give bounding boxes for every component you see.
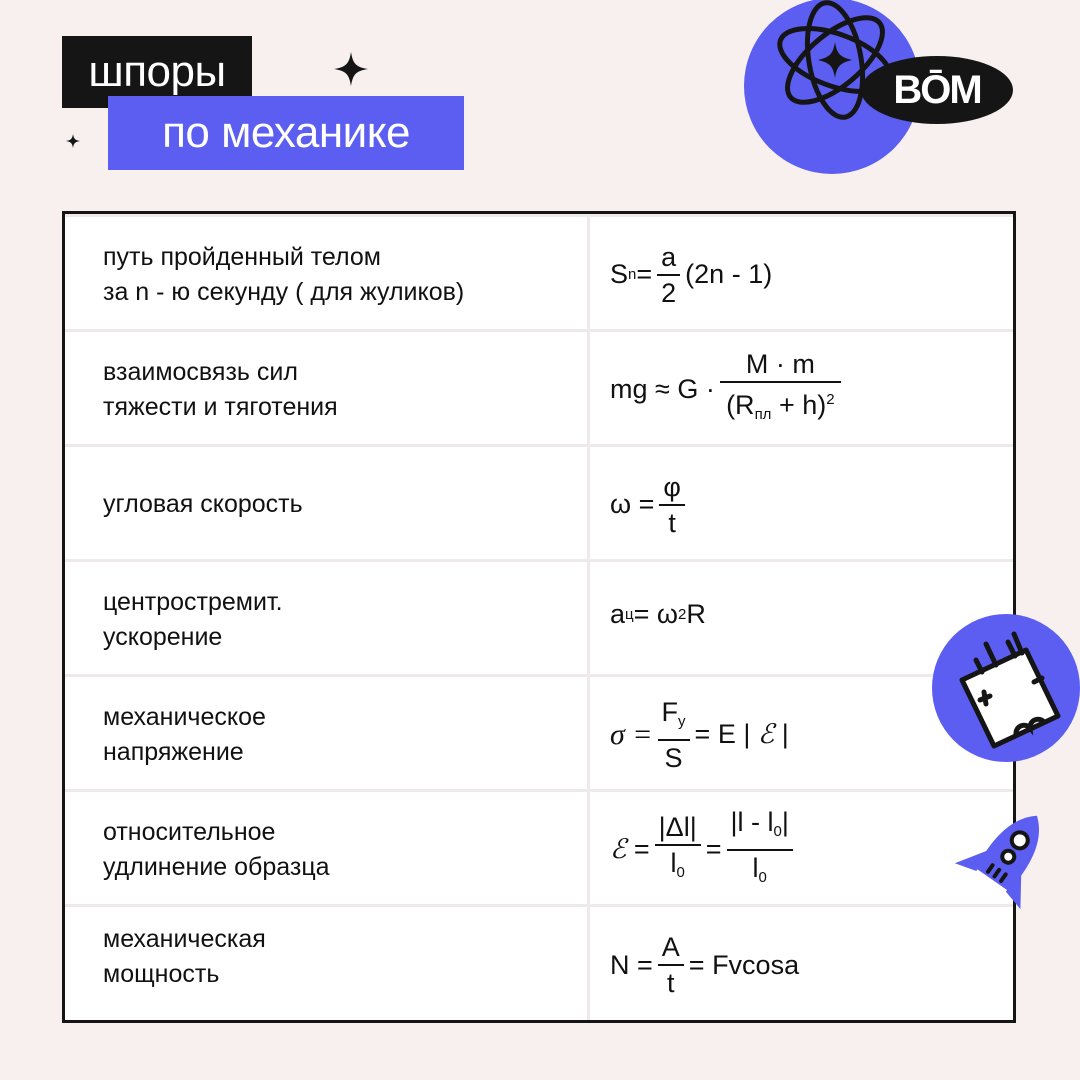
formula-power: N = $\frac{A}{t}$ = Fvcosa: [610, 932, 800, 998]
sparkle-small-icon: [66, 134, 80, 148]
formula-angular-velocity: ω = $\frac{\varphi}{t}$: [610, 447, 1010, 562]
formula-stress: σ = $\frac{F_у}{S}$ = E | ℰ |: [610, 696, 789, 773]
table-row: [65, 559, 1013, 677]
formula-gravity: mg ≈ G · $\frac{M \cdot m}{(R_{пл} + h)^2}$: [610, 332, 1010, 447]
row-label: относительное удлинение образца: [103, 817, 330, 881]
row-label: путь пройденный телом за n - ю секунду ( для жуликов): [103, 242, 465, 306]
table-row: [65, 329, 1013, 447]
circuit-icon: [930, 608, 1080, 768]
rocket-icon: [946, 800, 1066, 920]
row-label: механическое напряжение: [103, 702, 266, 766]
formula-relative-elongation: ℰ = $\frac{|\Delta l|}{l_0}$ = $\frac{|l - l_0|}{l_0}$: [610, 792, 1010, 907]
formula-path-nth-second: S n = $\frac{a}{2}$ (2n - 1): [610, 241, 773, 308]
formula-table: [62, 211, 1016, 1023]
table-row: [65, 789, 1013, 907]
row-label: угловая скорость: [103, 490, 303, 518]
row-label: центростремит. ускорение: [103, 587, 283, 651]
row-label: взаимосвязь сил тяжести и тяготения: [103, 357, 338, 421]
table-row: [65, 444, 1013, 562]
table-row: [65, 674, 1013, 792]
logo-text: ВŌМ: [861, 56, 1013, 124]
formula-centripetal: a ц = ω 2 R: [610, 599, 706, 629]
table-row: [65, 904, 1013, 1023]
title-line-1: шпоры: [62, 36, 252, 108]
sparkle-icon: [334, 52, 368, 86]
title-line-2: по механике: [108, 96, 464, 170]
row-label: механическая мощность: [103, 925, 266, 988]
table-row: [65, 214, 1013, 332]
